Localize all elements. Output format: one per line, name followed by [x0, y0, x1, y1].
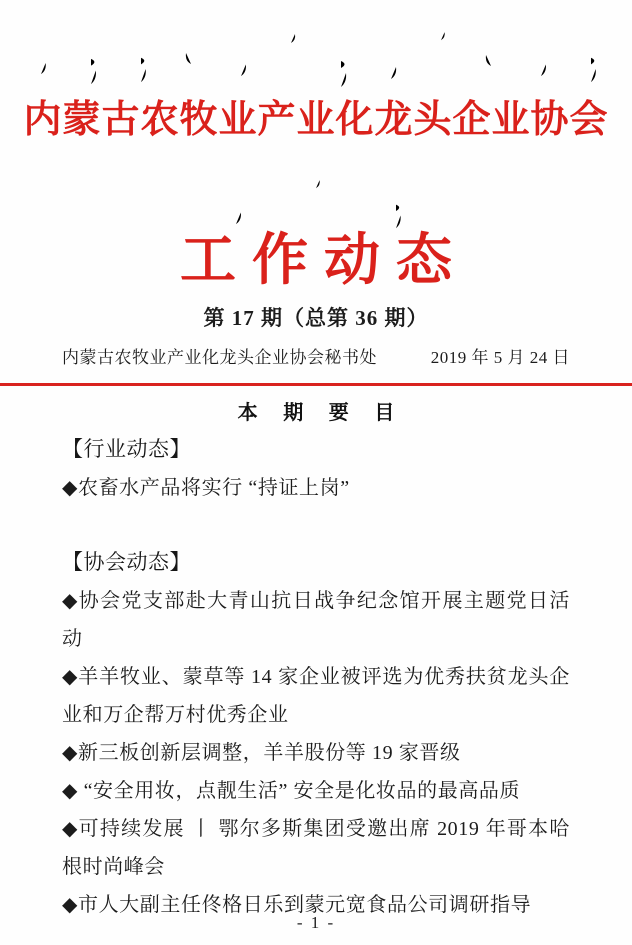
toc: [62, 431, 570, 924]
toc-item-association-6: ◆市人大副主任佟格日乐到蒙元宽食品公司调研指导: [62, 894, 532, 916]
mongolian-script-icon: [232, 24, 250, 78]
mongolian-script-row-top: [32, 0, 600, 94]
bulletin-title: 工作动态: [180, 230, 468, 292]
mongolian-script-icon: [32, 24, 50, 76]
red-divider: [0, 383, 632, 386]
mongolian-script-icon: [482, 24, 500, 72]
toc-item-association-3: ◆新三板创新层调整，羊羊股份等 19 家晋级: [62, 742, 461, 764]
toc-item-association-1: ◆协会党支部赴大青山抗日战争纪念馆开展主题党日活动: [62, 590, 570, 650]
issue-number: 第 17 期（总第 36 期）: [203, 306, 429, 330]
mongolian-script-icon: [387, 172, 405, 230]
mongolian-script-icon: [532, 24, 550, 78]
mongolian-script-icon: [432, 24, 450, 42]
toc-item-association-2: ◆羊羊牧业、蒙草等 14 家企业被评选为优秀扶贫龙头企业和万企帮万村优秀企业: [62, 666, 570, 726]
mongolian-script-icon: [82, 24, 100, 86]
mongolian-script-icon: [227, 172, 245, 226]
publisher-row: [62, 346, 570, 369]
toc-heading: 本 期 要 目: [237, 402, 405, 424]
mongolian-script-icon: [332, 24, 350, 90]
publisher: 内蒙古农牧业产业化龙头企业协会秘书处: [62, 348, 377, 367]
page-number: - 1 -: [296, 913, 336, 932]
mongolian-script-icon: [582, 24, 600, 84]
section-title-industry: 【行业动态】: [62, 438, 191, 461]
toc-item-association-4: ◆ “安全用妆，点靓生活” 安全是化妆品的最高品质: [62, 780, 521, 802]
mongolian-script-icon: [307, 172, 325, 190]
org-title: 内蒙古农牧业产业化龙头企业协会: [23, 99, 609, 141]
mongolian-script-icon: [282, 24, 300, 46]
toc-item-association-5: ◆可持续发展 丨 鄂尔多斯集团受邀出席 2019 年哥本哈根时尚峰会: [62, 818, 570, 878]
publish-date: 2019 年 5 月 24 日: [430, 348, 570, 367]
mongolian-script-icon: [182, 24, 200, 68]
mongolian-script-icon: [132, 24, 150, 84]
mongolian-script-row-subtitle: [0, 172, 632, 230]
toc-item-industry-1: ◆农畜水产品将实行 “持证上岗”: [62, 477, 350, 499]
mongolian-script-icon: [382, 24, 400, 82]
section-title-association: 【协会动态】: [62, 551, 191, 574]
